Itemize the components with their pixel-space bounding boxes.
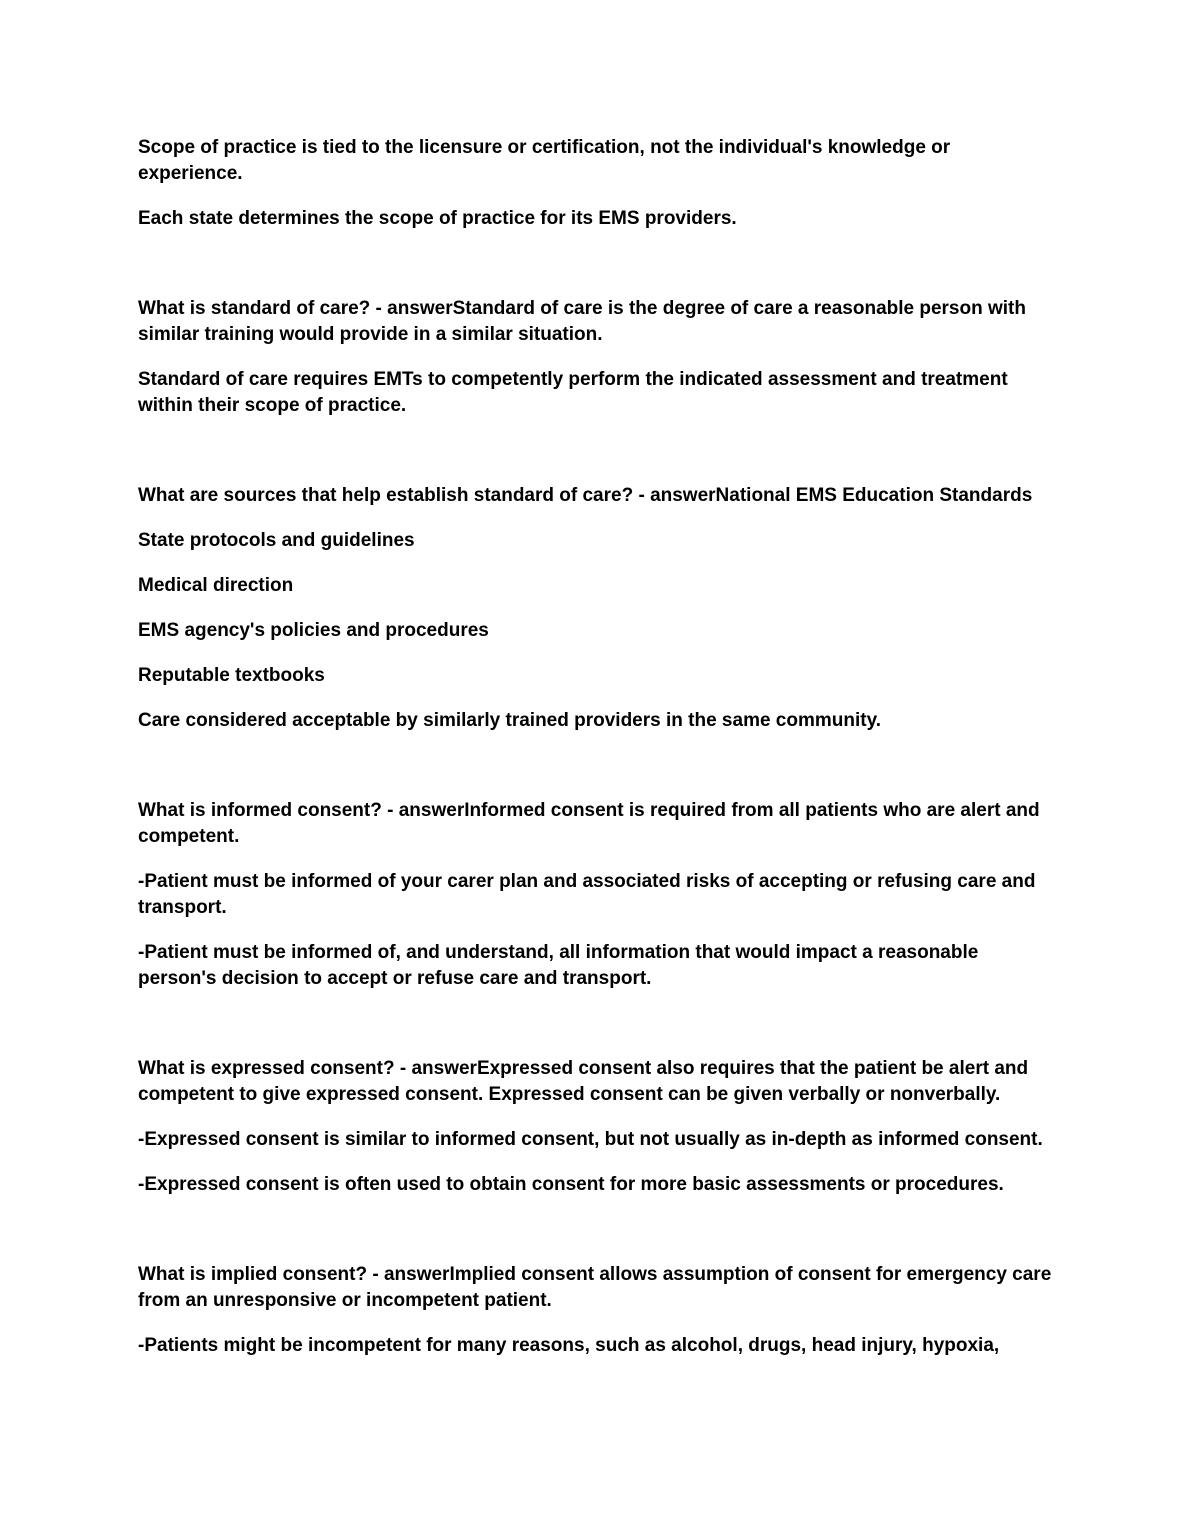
list-item: State protocols and guidelines (138, 530, 415, 551)
list-item: Medical direction (138, 575, 294, 596)
list-item: EMS agency's policies and procedures (138, 620, 489, 641)
paragraph-expressed-similar: -Expressed consent is similar to informed consent, but not usually as in-depth as informed consent. (138, 1129, 1043, 1150)
question-sources-standard: What are sources that help establish standard of care? - answerNational EMS Education Standards (138, 485, 1033, 506)
question-informed-consent: What is informed consent? - answerInformed consent is required from all patients who are alert and competent. (138, 800, 1040, 847)
section-gap (138, 753, 1058, 798)
paragraph-informed-care-plan: -Patient must be informed of your carer plan and associated risks of accepting or refusing care and transport. (138, 871, 1036, 918)
section-gap (138, 1011, 1058, 1056)
paragraph-implied-incompetent: -Patients might be incompetent for many reasons, such as alcohol, drugs, head injury, hypoxia, (138, 1335, 1000, 1356)
paragraph-standard-requires: Standard of care requires EMTs to competently perform the indicated assessment and treatment within their scope of practice. (138, 369, 1008, 416)
paragraph-scope-tied: Scope of practice is tied to the licensure or certification, not the individual's knowledge or experience. (138, 137, 951, 184)
paragraph-expressed-basic: -Expressed consent is often used to obtain consent for more basic assessments or procedures. (138, 1174, 1004, 1195)
section-gap (138, 251, 1058, 296)
section-gap (138, 1217, 1058, 1262)
question-expressed-consent: What is expressed consent? - answerExpressed consent also requires that the patient be alert and competent to give expressed consent. Expressed consent can be given verbally or nonverbally. (138, 1058, 1029, 1105)
question-standard-of-care: What is standard of care? - answerStandard of care is the degree of care a reasonable person with similar training would provide in a similar situation. (138, 298, 1026, 345)
document-page (138, 135, 1058, 1378)
paragraph-state-scope: Each state determines the scope of practice for its EMS providers. (138, 208, 737, 229)
paragraph-informed-understand: -Patient must be informed of, and understand, all information that would impact a reasonable person's decision to accept or refuse care and transport. (138, 942, 979, 989)
list-item: Reputable textbooks (138, 665, 325, 686)
list-item: Care considered acceptable by similarly trained providers in the same community. (138, 710, 882, 731)
section-gap (138, 438, 1058, 483)
question-implied-consent: What is implied consent? - answerImplied consent allows assumption of consent for emergency care from an unresponsive or incompetent patient. (138, 1264, 1052, 1311)
